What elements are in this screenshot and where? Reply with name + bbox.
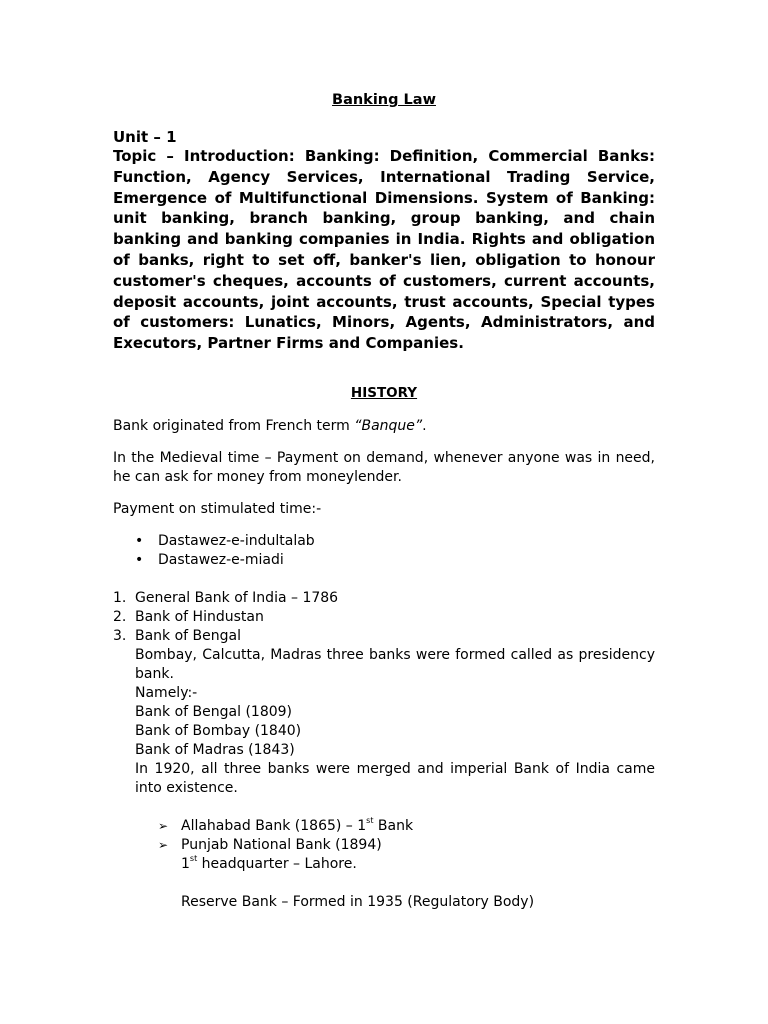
bullet-icon: •: [135, 552, 144, 568]
merger-paragraph: In 1920, all three banks were merged and imperial Bank of India came into existence.: [135, 761, 655, 796]
medieval-paragraph: In the Medieval time – Payment on demand, whenever anyone was in need, he can ask for money from moneylender.: [113, 450, 655, 485]
presidency-paragraph: Bombay, Calcutta, Madras three banks were formed called as presidency bank.: [135, 647, 655, 682]
history-heading: HISTORY: [350, 385, 418, 401]
item-text: General Bank of India – 1786: [135, 590, 339, 606]
origin-suffix: .: [422, 418, 427, 434]
namely-label: Namely:-: [135, 685, 198, 701]
arrow-bullet-icon: ➢: [158, 838, 169, 852]
numbered-item: [113, 608, 264, 627]
numbered-item: [113, 589, 338, 608]
origin-prefix: Bank originated from French term: [113, 418, 355, 434]
bullet-text: Dastawez-e-miadi: [158, 552, 284, 568]
item-number: 1.: [113, 590, 127, 606]
item-text: Bank of Hindustan: [135, 609, 264, 625]
arrow-bullet-icon: ➢: [158, 819, 169, 833]
bullet-icon: •: [135, 533, 144, 549]
headquarter-line: 1st headquarter – Lahore.: [181, 854, 357, 872]
reserve-bank-line: Reserve Bank – Formed in 1935 (Regulatory Body): [181, 894, 535, 910]
item-text: Bank of Bengal: [135, 628, 242, 644]
item-number: 2.: [113, 609, 127, 625]
arrow-text: Punjab National Bank (1894): [181, 837, 382, 853]
presidency-bank: Bank of Madras (1843): [135, 742, 295, 758]
origin-paragraph: [113, 417, 655, 436]
document-title: Banking Law: [332, 92, 436, 108]
numbered-item: [113, 627, 241, 646]
stimulated-paragraph: Payment on stimulated time:-: [113, 501, 322, 517]
presidency-bank: Bank of Bengal (1809): [135, 704, 293, 720]
origin-term: “Banque”: [354, 418, 423, 434]
arrow-text: Allahabad Bank (1865) – 1st Bank: [181, 816, 414, 834]
unit-heading: Unit – 1: [113, 128, 177, 146]
bullet-text: Dastawez-e-indultalab: [158, 533, 315, 549]
presidency-bank: Bank of Bombay (1840): [135, 723, 302, 739]
item-number: 3.: [113, 628, 127, 644]
topic-paragraph: Topic – Introduction: Banking: Definition, Commercial Banks: Function, Agency Services, International Trading Service, Emergence of Multifunctional Dimensions. System of Banking: unit banking, branch banking, group banking, and chain banking and banking companies in India. Rights and obligation of banks, right to set off, banker's lien, obligation to honour customer's cheques, accounts of customers, current accounts, deposit accounts, joint accounts, trust accounts, Special types of customers: Lunatics, Minors, Agents, Administrators, and Executors, Partner Firms and Companies.: [113, 147, 655, 353]
